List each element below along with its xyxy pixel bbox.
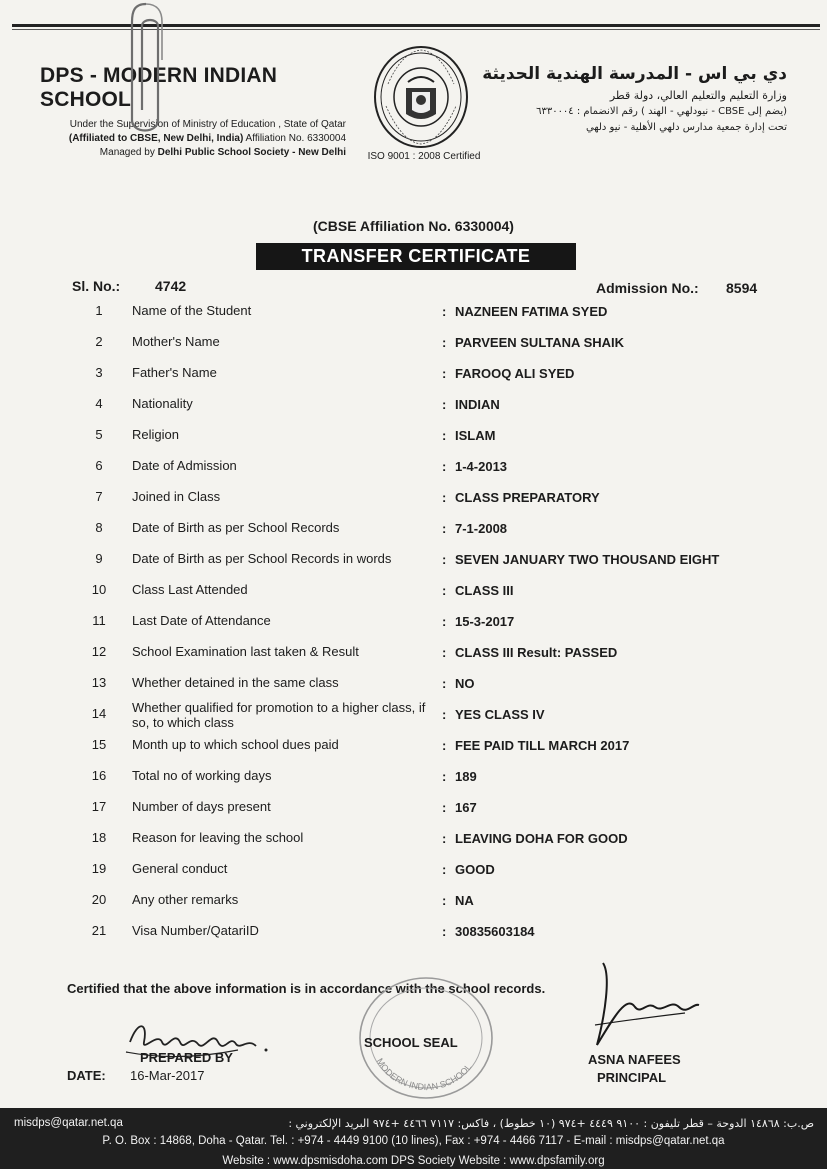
- serial-number-label: Sl. No.:: [72, 278, 121, 294]
- field-value: FEE PAID TILL MARCH 2017: [455, 738, 630, 753]
- field-number: 20: [91, 892, 107, 907]
- field-colon: :: [442, 831, 447, 846]
- field-number: 10: [91, 582, 107, 597]
- affiliation-line-arabic: (يضم إلى CBSE - نيودلهي - الهند ) رقم الانضمام : ٦٣٣٠٠٠٤: [536, 106, 787, 117]
- field-colon: :: [442, 304, 447, 319]
- header-left: [40, 64, 360, 160]
- field-value: 189: [455, 769, 477, 784]
- field-value: ISLAM: [455, 428, 496, 443]
- field-label: Class Last Attended: [132, 582, 248, 597]
- field-colon: :: [442, 521, 447, 536]
- footer-line-1: [14, 1117, 814, 1130]
- field-label: Name of the Student: [132, 303, 252, 318]
- field-label: Reason for leaving the school: [132, 830, 304, 845]
- field-label: Total no of working days: [132, 768, 272, 783]
- field-row: [0, 889, 827, 920]
- field-value: PARVEEN SULTANA SHAIK: [455, 335, 625, 350]
- field-label: Date of Admission: [132, 458, 237, 473]
- admission-number-label: Admission No.:: [596, 280, 699, 296]
- field-label: Number of days present: [132, 799, 271, 814]
- field-value: YES CLASS IV: [455, 707, 545, 722]
- field-number: 7: [95, 489, 103, 504]
- footer-bar: [0, 1108, 827, 1169]
- date-label: DATE:: [67, 1068, 106, 1083]
- field-row: [0, 827, 827, 858]
- certification-statement: Certified that the above information is in accordance with the school records.: [67, 981, 546, 996]
- field-row: [0, 455, 827, 486]
- field-colon: :: [442, 397, 447, 412]
- field-row: [0, 548, 827, 579]
- field-value: 167: [455, 800, 477, 815]
- field-label: School Examination last taken & Result: [132, 644, 359, 659]
- field-colon: :: [442, 645, 447, 660]
- field-row: [0, 610, 827, 641]
- field-number: 11: [92, 613, 106, 628]
- field-number: 3: [95, 365, 103, 380]
- field-label: Visa Number/QatariID: [132, 923, 259, 938]
- field-row: [0, 486, 827, 517]
- field-row: [0, 700, 827, 734]
- affiliation-rest: Affiliation No. 6330004: [243, 133, 346, 144]
- field-label: Any other remarks: [132, 892, 239, 907]
- school-logo: [372, 44, 470, 150]
- field-colon: :: [442, 924, 447, 939]
- field-number: 21: [91, 923, 107, 938]
- field-value: FAROOQ ALI SYED: [455, 366, 575, 381]
- field-value: NAZNEEN FATIMA SYED: [455, 304, 608, 319]
- supervision-line: Under the Supervision of Ministry of Education , State of Qatar: [69, 119, 346, 130]
- field-value: 1-4-2013: [455, 459, 508, 474]
- field-row: [0, 920, 827, 951]
- field-label: Date of Birth as per School Records in words: [132, 551, 392, 566]
- field-row: [0, 734, 827, 765]
- field-number: 6: [95, 458, 103, 473]
- footer-email: misdps@qatar.net.qa: [14, 1117, 123, 1129]
- field-row: [0, 300, 827, 331]
- cbse-affiliation: (CBSE Affiliation No. 6330004): [313, 218, 514, 234]
- field-colon: :: [442, 862, 447, 877]
- field-value: CLASS III Result: PASSED: [455, 645, 618, 660]
- field-label: Whether detained in the same class: [132, 675, 339, 690]
- header-right-arabic: [457, 64, 787, 136]
- field-row: [0, 858, 827, 889]
- paper-clip-icon: [124, 0, 174, 142]
- prepared-by-label: PREPARED BY: [140, 1050, 233, 1065]
- managed-line-arabic: تحت إدارة جمعية مدارس دلهي الأهلية - نيو دلهي: [585, 122, 787, 133]
- field-label: Month up to which school dues paid: [132, 737, 339, 752]
- field-number: 1: [95, 303, 103, 318]
- field-number: 15: [91, 737, 107, 752]
- principal-signature: [575, 955, 705, 1055]
- school-name-arabic: دي بي اس - المدرسة الهندية الحديثة: [482, 64, 787, 84]
- field-number: 5: [95, 427, 103, 442]
- field-row: [0, 424, 827, 455]
- field-value: GOOD: [455, 862, 495, 877]
- field-number: 17: [91, 799, 107, 814]
- serial-number-value: 4742: [155, 278, 187, 294]
- field-row: [0, 331, 827, 362]
- field-value: 7-1-2008: [455, 521, 508, 536]
- field-number: 14: [91, 706, 107, 721]
- iso-certification: ISO 9001 : 2008 Certified: [367, 151, 481, 162]
- certificate-title: TRANSFER CERTIFICATE: [256, 243, 576, 270]
- field-colon: :: [442, 366, 447, 381]
- svg-text:MODERN INDIAN SCHOOL: [375, 1057, 474, 1093]
- field-label: Nationality: [132, 396, 193, 411]
- field-label: Religion: [132, 427, 179, 442]
- field-label: General conduct: [132, 861, 228, 876]
- field-row: [0, 393, 827, 424]
- field-number: 9: [95, 551, 103, 566]
- field-label: Date of Birth as per School Records: [132, 520, 340, 535]
- field-value: CLASS PREPARATORY: [455, 490, 600, 505]
- field-colon: :: [442, 893, 447, 908]
- school-name: DPS - MODERN INDIAN SCHOOL: [40, 64, 278, 111]
- field-colon: :: [442, 614, 447, 629]
- field-value: INDIAN: [455, 397, 500, 412]
- school-seal-label: SCHOOL SEAL: [364, 1035, 458, 1050]
- field-value: LEAVING DOHA FOR GOOD: [455, 831, 628, 846]
- field-colon: :: [442, 707, 447, 722]
- field-colon: :: [442, 769, 447, 784]
- field-number: 18: [91, 830, 107, 845]
- field-value: NO: [455, 676, 475, 691]
- field-number: 19: [91, 861, 107, 876]
- field-colon: :: [442, 552, 447, 567]
- field-colon: :: [442, 490, 447, 505]
- field-colon: :: [442, 428, 447, 443]
- field-label: Last Date of Attendance: [132, 613, 271, 628]
- field-colon: :: [442, 800, 447, 815]
- field-number: 16: [91, 768, 107, 783]
- field-number: 8: [95, 520, 103, 535]
- principal-name: ASNA NAFEES: [588, 1052, 681, 1067]
- field-row: [0, 672, 827, 703]
- field-number: 13: [91, 675, 107, 690]
- affiliation-bold: (Affiliated to CBSE, New Delhi, India): [68, 133, 244, 144]
- managed-by-line: [40, 146, 360, 160]
- field-value: CLASS III: [455, 583, 514, 598]
- affiliation-line: [40, 132, 360, 146]
- ministry-line-arabic: وزارة التعليم والتعليم العالي، دولة قطر: [609, 89, 787, 102]
- field-row: [0, 641, 827, 672]
- field-colon: :: [442, 335, 447, 350]
- field-colon: :: [442, 676, 447, 691]
- date-value: 16-Mar-2017: [130, 1068, 205, 1083]
- field-label: Joined in Class: [132, 489, 221, 504]
- field-value: 15-3-2017: [455, 614, 515, 629]
- managed-by-society: Delhi Public School Society - New Delhi: [157, 147, 346, 158]
- field-label: Mother's Name: [132, 334, 220, 349]
- field-colon: :: [442, 459, 447, 474]
- footer-line-3: Website : www.dpsmisdoha.com DPS Society Website : www.dpsfamily.org: [222, 1155, 605, 1167]
- field-colon: :: [442, 583, 447, 598]
- field-colon: :: [442, 738, 447, 753]
- field-label: Father's Name: [132, 365, 217, 380]
- field-value: 30835603184: [455, 924, 535, 939]
- admission-number-value: 8594: [726, 280, 758, 296]
- footer-address-arabic: ص.ب: ١٤٨٦٨ الدوحة – قطر تليفون : ٩١٠٠ ٤٤٤٩ +٩٧٤ (١٠ خطوط) ، فاكس: ٧١١٧ ٤٤٦٦ +٩٧٤ البريد الإلكتروني :: [288, 1117, 814, 1130]
- field-value: SEVEN JANUARY TWO THOUSAND EIGHT: [455, 552, 720, 567]
- field-number: 4: [95, 396, 103, 411]
- footer-line-2: P. O. Box : 14868, Doha - Qatar. Tel. : +974 - 4449 9100 (10 lines), Fax : +974 - 4466 7117 - E-mail : misdps@qatar.net.qa: [102, 1135, 725, 1147]
- field-row: [0, 517, 827, 548]
- managed-by-prefix: Managed by: [99, 147, 158, 158]
- seal-ring-text: MODERN INDIAN SCHOOL: [374, 1056, 474, 1093]
- field-row: [0, 796, 827, 827]
- principal-title: PRINCIPAL: [597, 1070, 667, 1085]
- field-row: [0, 579, 827, 610]
- field-number: 2: [95, 334, 103, 349]
- field-row: [0, 765, 827, 796]
- field-label: Whether qualified for promotion to a higher class, if so, to which class: [132, 700, 426, 730]
- field-number: 12: [91, 644, 107, 659]
- field-row: [0, 362, 827, 393]
- field-value: NA: [455, 893, 474, 908]
